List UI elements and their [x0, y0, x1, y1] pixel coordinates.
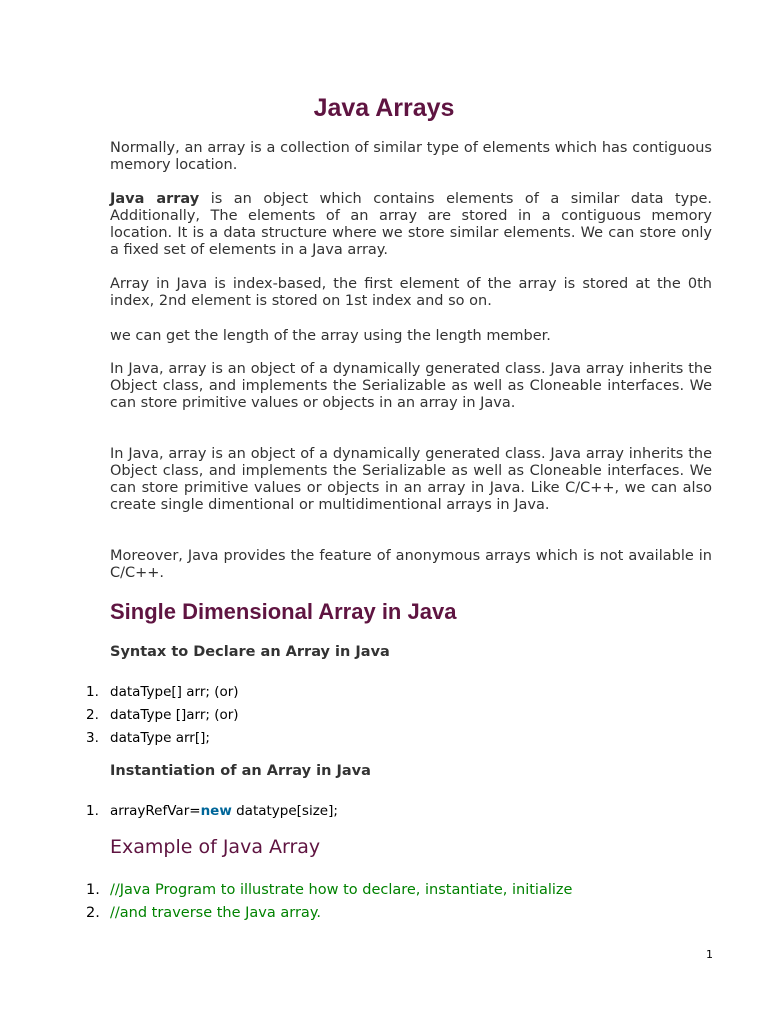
bold-term: Java array [110, 191, 200, 207]
paragraph-object-repeat: In Java, array is an object of a dynamically generated class. Java array inherits the Object class, and implements the Serializable as well as Cloneable interfaces. We can store primitive values or objects in an array in Java. Like C/C++, we can also create single dimentional or multidimentional arrays in Java. [110, 446, 712, 513]
code-line: 2. dataType []arr; (or) [86, 707, 239, 723]
paragraph-object: In Java, array is an object of a dynamically generated class. Java array inherits the Object class, and implements the Serializable as well as Cloneable interfaces. We can store primitive values or objects in an array in Java. [110, 361, 712, 411]
code-line: 3. dataType arr[]; [86, 730, 210, 746]
paragraph-java-array-text: is an object which contains elements of a similar data type. Additionally, The elements of an array are stored in a contiguous memory location. It is a data structure where we store similar elements. We can store only a fixed set of elements in a Java array. [110, 191, 712, 258]
instantiation-heading: Instantiation of an Array in Java [110, 763, 371, 779]
paragraph-intro: Normally, an array is a collection of similar type of elements which has contiguous memory location. [110, 140, 712, 173]
paragraph-java-array [110, 191, 712, 259]
paragraph-length: we can get the length of the array using the length member. [110, 328, 551, 344]
keyword-new: new [200, 803, 232, 819]
section-heading-single-dimensional: Single Dimensional Array in Java [110, 599, 457, 624]
page-number: 1 [706, 948, 713, 961]
section-heading-example: Example of Java Array [110, 836, 321, 858]
code-comment-line: 2. //and traverse the Java array. [86, 905, 321, 921]
paragraph-anonymous: Moreover, Java provides the feature of anonymous arrays which is not available in C/C++. [110, 548, 712, 581]
code-line-instantiation: 1. arrayRefVar=new datatype[size]; [86, 803, 338, 819]
code-line: 1. dataType[] arr; (or) [86, 684, 239, 700]
code-comment-line: 1. //Java Program to illustrate how to declare, instantiate, initialize [86, 882, 573, 898]
paragraph-index-based: Array in Java is index-based, the first element of the array is stored at the 0th index, 2nd element is stored on 1st index and so on. [110, 276, 712, 309]
page-title: Java Arrays [313, 94, 455, 122]
syntax-heading: Syntax to Declare an Array in Java [110, 644, 390, 660]
